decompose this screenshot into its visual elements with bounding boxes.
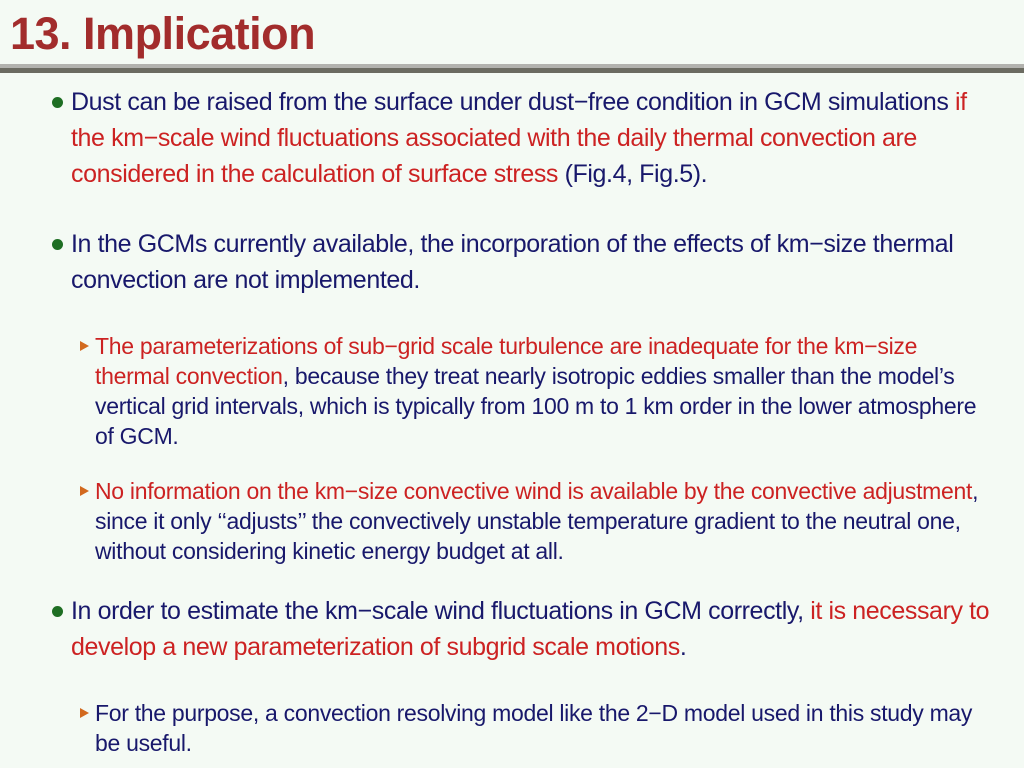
slide <box>0 4 1024 768</box>
bullet-dot-icon <box>52 606 63 617</box>
text-segment: , because they treat nearly isotropic eddies smaller than the model’s vertical grid intervals, which is typically from 100 m to 1 km order in the lower atmosphere of GCM. <box>95 363 977 449</box>
text-segment: For the purpose, a convection resolving model like the 2−D model used in this study may be useful. <box>95 700 973 756</box>
bullet-item-gcm-not-implemented <box>52 226 1024 298</box>
sub-bullet-item-no-information <box>80 476 1024 566</box>
text-segment: if the km−scale wind fluctuations associated with the daily thermal convection are considered in the calculation of surface stress <box>71 88 967 188</box>
bullet-item-estimate-fluctuations <box>52 593 1024 665</box>
bullet-dot-icon <box>52 239 63 250</box>
sub-bullet-item-parameterizations <box>80 331 1024 451</box>
title-rule <box>0 64 1024 73</box>
bullet-text <box>71 226 1006 298</box>
text-segment: In the GCMs currently available, the incorporation of the effects of km−size thermal convection are not implemented. <box>71 230 954 294</box>
slide-title: 13. Implication <box>10 8 316 59</box>
triangle-bullet-icon <box>80 708 89 718</box>
triangle-bullet-icon <box>80 341 89 351</box>
sub-bullet-text <box>95 331 980 451</box>
sub-bullet-text <box>95 698 980 758</box>
text-segment: Dust can be raised from the surface under dust−free condition in GCM simulations <box>71 88 956 116</box>
title-rule-shadow <box>0 68 1024 73</box>
bullet-text <box>71 593 1006 665</box>
text-segment: No information on the km−size convective wind is available by the convective adjustment <box>95 478 973 504</box>
text-segment: (Fig.4, Fig.5). <box>564 160 708 188</box>
sub-bullet-text <box>95 476 980 566</box>
text-segment: The parameterizations of sub−grid scale turbulence are inadequate for the km−size thermal convection <box>95 333 918 389</box>
bullet-dot-icon <box>52 97 63 108</box>
text-segment: it is necessary to develop a new parameterization of subgrid scale motions <box>71 597 990 661</box>
text-segment: . <box>679 633 687 661</box>
triangle-bullet-icon <box>80 486 89 496</box>
bullet-text <box>71 84 1006 192</box>
text-segment: , since it only ‘‘adjusts’’ the convectively unstable temperature gradient to the neutral one, without considering kinetic energy budget at all. <box>95 478 979 564</box>
slide-content <box>0 84 1024 758</box>
sub-bullet-item-convection-model <box>80 698 1024 758</box>
text-segment: In order to estimate the km−scale wind fluctuations in GCM correctly, <box>71 597 811 625</box>
bullet-item-dust-raised <box>52 84 1024 192</box>
